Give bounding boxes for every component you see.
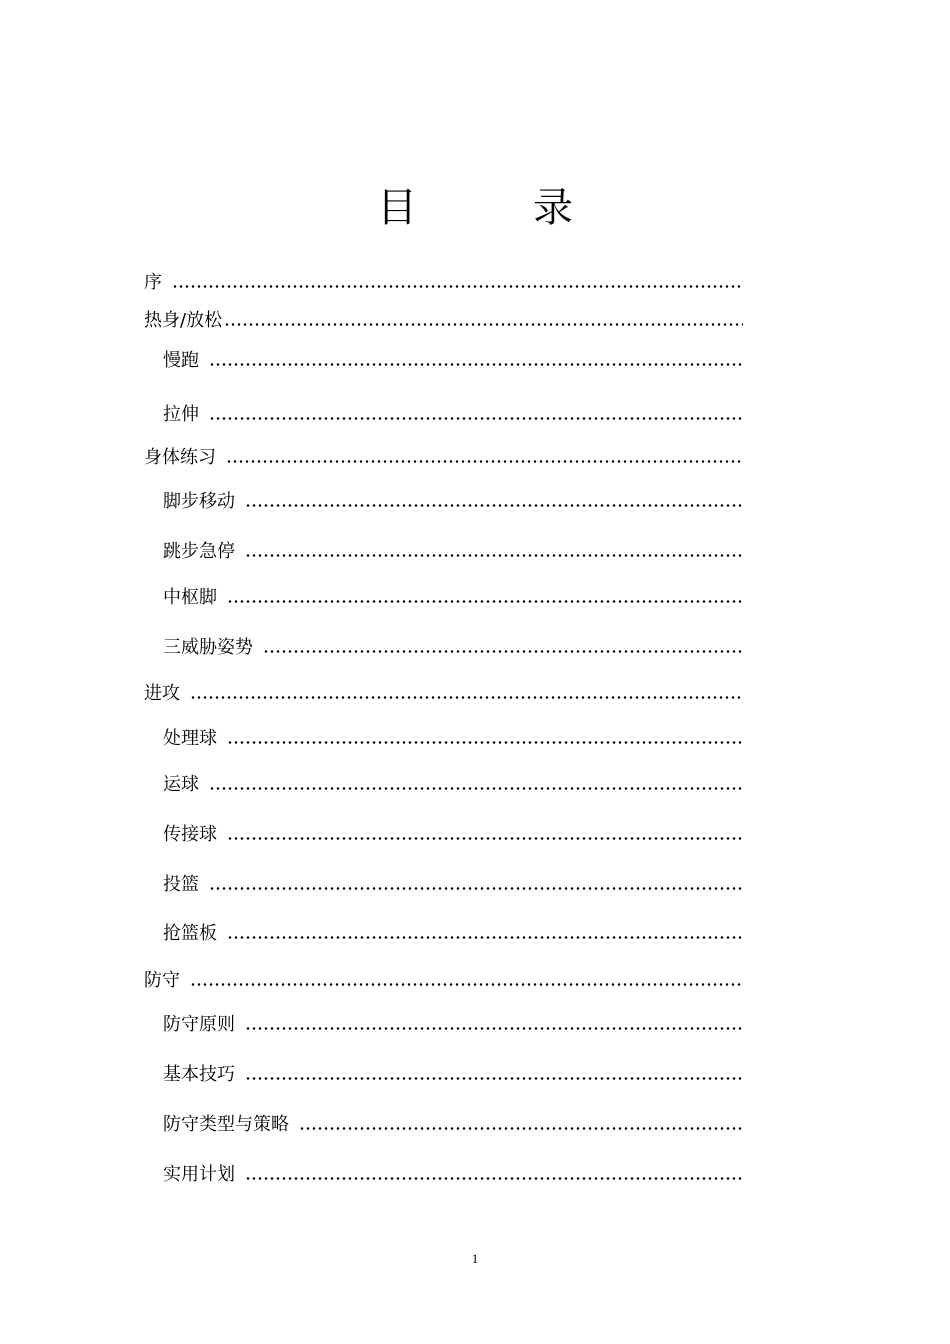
dot-leader <box>227 600 743 603</box>
toc-entry-triple-threat <box>163 633 743 659</box>
dot-leader <box>245 1177 743 1180</box>
dot-leader <box>245 1077 743 1080</box>
toc-entry-footwork <box>163 487 743 513</box>
toc-entry-practice-plan <box>163 1160 743 1186</box>
toc-entry-label: 运球 <box>163 774 199 795</box>
toc-entry-physical-training <box>144 443 743 469</box>
toc-entry-warmup <box>144 306 743 332</box>
toc-entry-basic-skills <box>163 1060 743 1086</box>
dot-leader <box>226 460 743 463</box>
dot-leader <box>172 285 743 288</box>
toc-entry-pivot-foot <box>163 583 743 609</box>
toc-entry-label: 中枢脚 <box>163 587 217 608</box>
dot-leader <box>209 887 743 890</box>
toc-entry-label: 防守原则 <box>163 1014 235 1035</box>
dot-leader <box>245 1027 743 1030</box>
dot-leader <box>245 504 743 507</box>
toc-entry-passing <box>163 820 743 846</box>
toc-entry-label: 序 <box>144 272 162 293</box>
toc-entry-stretching <box>163 400 743 426</box>
toc-entry-ball-handling <box>163 724 743 750</box>
toc-entry-label: 热身/放松 <box>144 310 223 331</box>
toc-entry-label: 投篮 <box>163 874 199 895</box>
toc-entry-rebounding <box>163 919 743 945</box>
dot-leader <box>224 323 743 326</box>
toc-entry-label: 防守类型与策略 <box>163 1114 289 1135</box>
dot-leader <box>209 363 743 366</box>
toc-entry-label: 实用计划 <box>163 1164 235 1185</box>
toc-entry-label: 慢跑 <box>163 350 199 371</box>
page-number: 1 <box>471 1251 479 1266</box>
dot-leader <box>227 936 743 939</box>
toc-entry-label: 抢篮板 <box>163 923 217 944</box>
toc-entry-dribbling <box>163 770 743 796</box>
toc-entry-label: 处理球 <box>163 728 217 749</box>
dot-leader <box>263 650 743 653</box>
toc-entry-label: 传接球 <box>163 824 217 845</box>
toc-entry-shooting <box>163 870 743 896</box>
dot-leader <box>190 696 743 699</box>
toc-entry-label: 进攻 <box>144 683 180 704</box>
toc-entry-offense <box>144 679 743 705</box>
toc-entry-defense-types <box>163 1110 743 1136</box>
toc-entry-label: 跳步急停 <box>163 541 235 562</box>
dot-leader <box>190 983 743 986</box>
toc-entry-label: 防守 <box>144 970 180 991</box>
toc-title: 目 录 <box>377 185 611 231</box>
toc-entry-defense <box>144 966 743 992</box>
toc-entry-preface <box>144 268 743 294</box>
dot-leader <box>209 787 743 790</box>
toc-entry-jogging <box>163 346 743 372</box>
toc-entry-jump-stop <box>163 537 743 563</box>
dot-leader <box>227 741 743 744</box>
toc-entry-label: 三威胁姿势 <box>163 637 253 658</box>
toc-entry-defense-principles <box>163 1010 743 1036</box>
toc-entry-label: 基本技巧 <box>163 1064 235 1085</box>
dot-leader <box>227 837 743 840</box>
toc-entry-label: 脚步移动 <box>163 491 235 512</box>
dot-leader <box>245 554 743 557</box>
dot-leader <box>299 1127 743 1130</box>
toc-entry-label: 身体练习 <box>144 447 216 468</box>
dot-leader <box>209 417 743 420</box>
toc-entry-label: 拉伸 <box>163 404 199 425</box>
